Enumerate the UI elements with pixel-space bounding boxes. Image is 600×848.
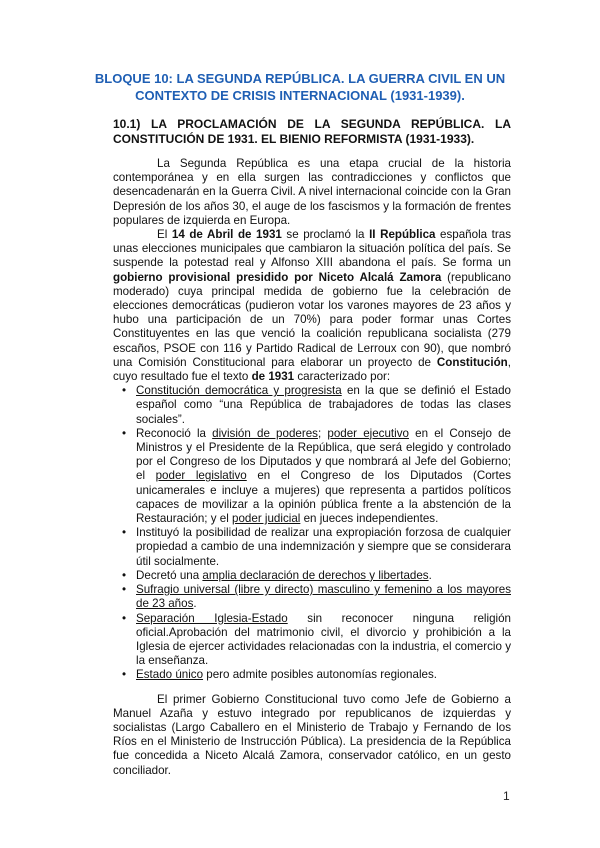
text-run: . bbox=[193, 597, 197, 611]
text-run: se proclamó la bbox=[281, 228, 370, 242]
underlined-term: Sufragio universal (libre y directo) masculino y femenino a los mayores de 23 años bbox=[136, 583, 511, 611]
list-item bbox=[136, 384, 511, 427]
underlined-term: Separación Iglesia-Estado bbox=[136, 611, 288, 625]
text-run: . bbox=[428, 568, 432, 582]
year-highlight: de 1931 bbox=[251, 370, 295, 384]
constitution-features-list bbox=[113, 384, 511, 682]
constitution-highlight: Constitución bbox=[436, 355, 508, 369]
text-run: ; bbox=[317, 426, 328, 440]
list-item bbox=[136, 569, 511, 583]
text-run: , cuyo resultado fue el texto bbox=[113, 355, 511, 384]
text-run: El bbox=[157, 228, 172, 242]
underlined-term: poder ejecutivo bbox=[327, 426, 409, 440]
underlined-term: poder legislativo bbox=[155, 469, 247, 483]
list-item bbox=[136, 612, 511, 669]
underlined-term: Constitución democrática y progresista bbox=[136, 384, 342, 398]
list-item bbox=[136, 526, 511, 569]
text-run: española tras unas elecciones municipales que cambiaron la situación política del país. Se suspende la potestad real y Alfonso XIII abandona el país. Se forma un bbox=[113, 228, 511, 270]
text-run: en jueces independientes. bbox=[300, 512, 439, 526]
proclamation-paragraph bbox=[113, 228, 511, 384]
text-run: (republicano moderado) cuya principal medida de gobierno fue la celebración de elecciones democráticas (pudieron votar los varones mayores de 23 años y hubo una participación de un 70%) para poder formar unas Cortes Constituyentes en las que venció la coalición republicana socialista (279 escaños, PSOE con 116 y Partido Radical de Lerroux con 90), que nombró una Comisión Constitucional para elaborar un proyecto de bbox=[113, 270, 511, 369]
text-run: en el Congreso de los Diputados (Cortes unicamerales e incluye a mujeres) que representa a partidos políticos capaces de movilizar a la opinión pública frente a la abstención de la Restauración; y el bbox=[136, 469, 511, 526]
text-run: caracterizado por: bbox=[294, 370, 391, 384]
document-body bbox=[113, 157, 511, 778]
republic-highlight: II República bbox=[369, 228, 436, 242]
government-paragraph: El primer Gobierno Constitucional tuvo como Jefe de Gobierno a Manuel Azaña y estuvo integrado por republicanos de izquierdas y socialistas (Largo Caballero en el Ministerio de Trabajo y Fernando de los Ríos en el Ministerio de Instrucción Pública). La presidencia de la República fue concedida a Niceto Alcalá Zamora, conservador católico, en un gesto conciliador. bbox=[113, 692, 511, 777]
page-number: 1 bbox=[503, 789, 510, 803]
underlined-term: Estado único bbox=[136, 668, 204, 682]
text-run: pero admite posibles autonomías regionales. bbox=[203, 668, 437, 682]
underlined-term: poder judicial bbox=[232, 512, 301, 526]
underlined-term: división de poderes bbox=[212, 426, 318, 440]
provisional-government-highlight: gobierno provisional presidido por Niceto Alcalá Zamora bbox=[113, 270, 442, 284]
list-item bbox=[136, 668, 511, 682]
text-run: Reconoció la bbox=[136, 426, 213, 440]
underlined-term: amplia declaración de derechos y libertades bbox=[202, 568, 429, 582]
date-highlight: 14 de Abril de 1931 bbox=[171, 228, 282, 242]
section-heading: 10.1) LA PROCLAMACIÓN DE LA SEGUNDA REPÚBLICA. LA CONSTITUCIÓN DE 1931. EL BIENIO REFORMISTA (1931-1933). bbox=[113, 117, 511, 146]
document-title: BLOQUE 10: LA SEGUNDA REPÚBLICA. LA GUERRA CIVIL EN UN CONTEXTO DE CRISIS INTERNACIONAL (1931-1939). bbox=[94, 71, 506, 103]
text-run: en la que se definió el Estado español como “una República de trabajadores de todas las clases sociales”. bbox=[136, 384, 511, 426]
list-item bbox=[136, 427, 511, 526]
text-run: sin reconocer ninguna religión oficial.Aprobación del matrimonio civil, el divorcio y prohibición a la Iglesia de ejercer actividades relacionadas con la industria, el comercio y la enseñanza. bbox=[136, 611, 512, 668]
text-run: en el Consejo de Ministros y el Presidente de la República, que será elegido y controlado por el Congreso de los Diputados y que nombrará al Jefe del Gobierno; el bbox=[136, 426, 512, 483]
text-run: Instituyó la posibilidad de realizar una expropiación forzosa de cualquier propiedad a cambio de una indemnización y siempre que se considerara útil socialmente. bbox=[136, 526, 511, 568]
list-item bbox=[136, 583, 511, 611]
text-run: Decretó una bbox=[136, 568, 203, 582]
intro-paragraph: La Segunda República es una etapa crucial de la historia contemporánea y en ella surgen las contradicciones y conflictos que desencadenarán en la Guerra Civil. A nivel internacional coincide con la Gran Depresión de los años 30, el auge de los fascismos y la formación de frentes populares de izquierda en Europa. bbox=[113, 157, 511, 227]
